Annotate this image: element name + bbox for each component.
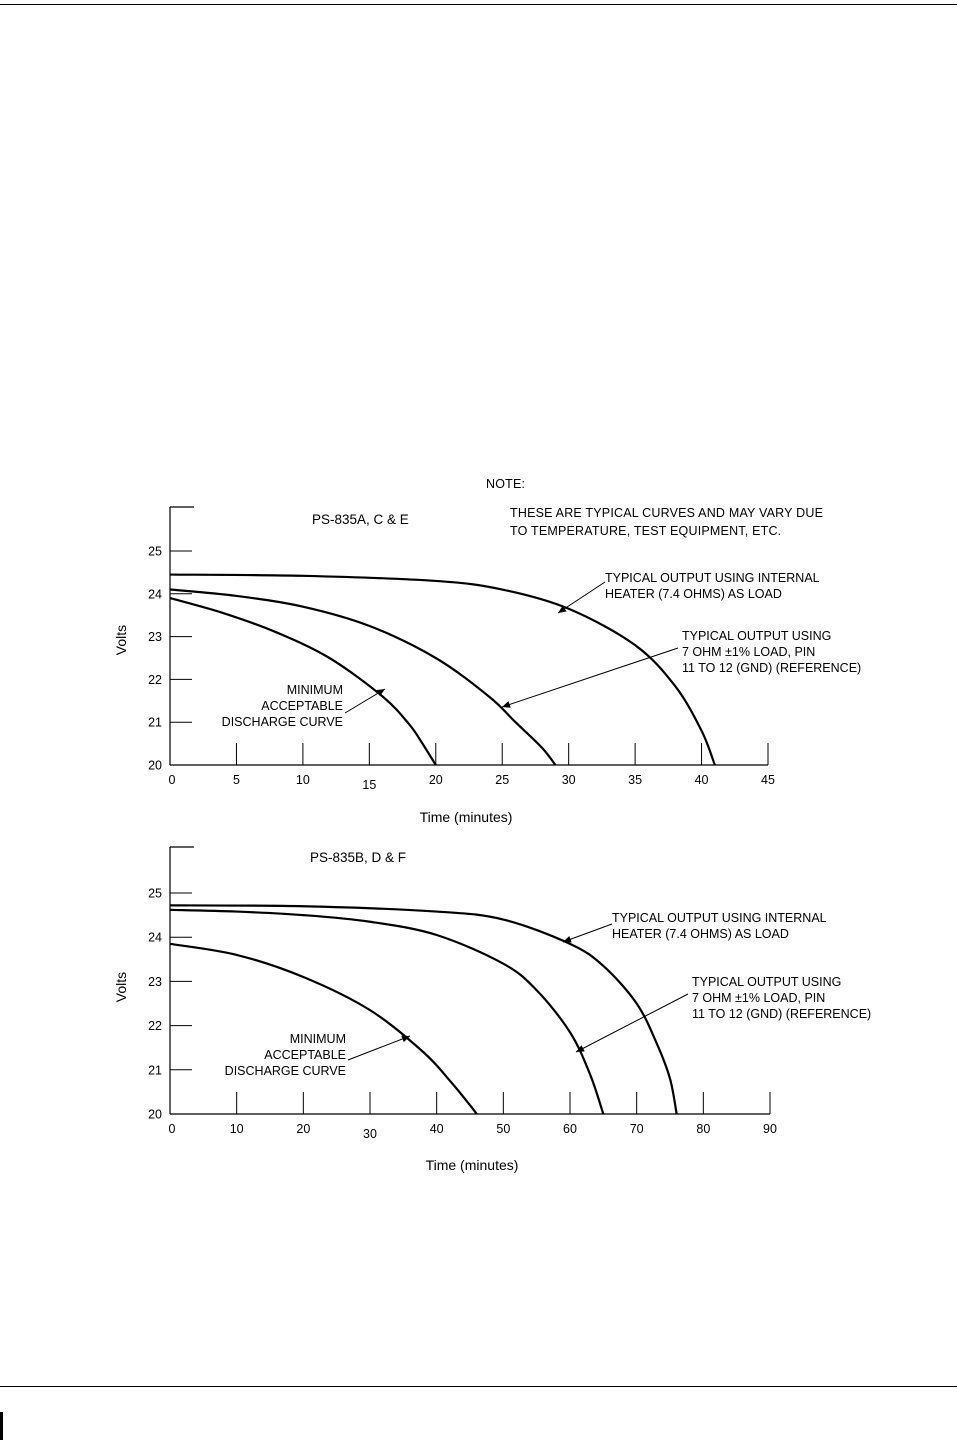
x-tick-label: 45 — [761, 773, 775, 787]
minimum-curve-annotation-leader — [348, 1036, 410, 1060]
minimum-curve-annotation-line: MINIMUM — [286, 683, 343, 697]
x-tick-label: 40 — [694, 773, 709, 787]
x-tick-label: 10 — [229, 1122, 244, 1136]
x-tick-label: 20 — [296, 1122, 311, 1136]
note-heading: NOTE: — [486, 477, 526, 491]
internal-heater-annotation-arrowhead — [563, 936, 572, 943]
seven-ohm-annotation-line: TYPICAL OUTPUT USING — [692, 975, 842, 989]
x-axis-label: Time (minutes) — [425, 1157, 519, 1173]
seven-ohm-annotation-line: 11 TO 12 (GND) (REFERENCE) — [682, 661, 862, 675]
x-tick-label: 10 — [295, 773, 310, 787]
x-tick-label: 5 — [232, 773, 240, 787]
minimum-curve-annotation-line: ACCEPTABLE — [261, 699, 343, 713]
x-tick-label: 40 — [429, 1122, 444, 1136]
x-tick-label: 30 — [363, 1127, 377, 1141]
y-tick-label: 25 — [148, 886, 162, 901]
x-tick-label: 70 — [629, 1122, 644, 1136]
x-tick-label: 50 — [496, 1122, 511, 1136]
x-tick-label: 0 — [168, 1122, 176, 1136]
minimum-curve-annotation-line: ACCEPTABLE — [264, 1048, 346, 1062]
note-line-1: THESE ARE TYPICAL CURVES AND MAY VARY DUE — [510, 506, 824, 520]
y-tick-label: 24 — [148, 587, 162, 602]
seven-ohm-load-curve — [170, 910, 603, 1114]
y-tick-label: 21 — [148, 1063, 162, 1078]
minimum-acceptable-curve — [170, 598, 436, 765]
internal-heater-annotation-line: HEATER (7.4 OHMS) AS LOAD — [605, 587, 782, 601]
internal-heater-annotation-leader — [558, 582, 605, 613]
minimum-curve-annotation-line: MINIMUM — [289, 1032, 346, 1046]
seven-ohm-annotation-line: 7 OHM ±1% LOAD, PIN — [682, 645, 816, 659]
y-tick-label: 24 — [148, 930, 162, 945]
x-tick-label: 60 — [563, 1122, 577, 1136]
seven-ohm-annotation-line: TYPICAL OUTPUT USING — [682, 629, 832, 643]
y-tick-label: 25 — [148, 544, 162, 559]
internal-heater-annotation-line: TYPICAL OUTPUT USING INTERNAL — [605, 571, 820, 585]
x-tick-label: 90 — [763, 1122, 777, 1136]
y-tick-label: 20 — [148, 758, 162, 773]
internal-heater-annotation-line: HEATER (7.4 OHMS) AS LOAD — [612, 927, 789, 941]
note-line-2: TO TEMPERATURE, TEST EQUIPMENT, ETC. — [510, 524, 782, 538]
y-tick-label: 21 — [148, 715, 162, 730]
minimum-curve-annotation-line: DISCHARGE CURVE — [221, 715, 343, 729]
y-tick-label: 22 — [148, 1019, 162, 1034]
y-tick-label: 23 — [148, 630, 162, 645]
y-tick-label: 22 — [148, 672, 162, 687]
x-axis-label: Time (minutes) — [419, 809, 513, 825]
seven-ohm-annotation-leader — [502, 648, 678, 707]
minimum-acceptable-curve — [170, 944, 477, 1114]
x-tick-label: 25 — [495, 773, 510, 787]
seven-ohm-annotation-arrowhead — [502, 701, 511, 708]
internal-heater-curve — [170, 905, 677, 1114]
y-tick-label: 20 — [148, 1107, 162, 1122]
y-axis-label: Volts — [113, 971, 129, 1003]
internal-heater-annotation-line: TYPICAL OUTPUT USING INTERNAL — [612, 911, 827, 925]
y-axis-label: Volts — [113, 624, 129, 656]
minimum-curve-annotation-line: DISCHARGE CURVE — [224, 1064, 346, 1078]
chart-title: PS-835A, C & E — [312, 512, 409, 527]
internal-heater-curve — [170, 575, 715, 765]
chart-title: PS-835B, D & F — [310, 850, 407, 865]
seven-ohm-annotation-line: 11 TO 12 (GND) (REFERENCE) — [692, 1007, 872, 1021]
x-tick-label: 0 — [168, 773, 176, 787]
x-tick-label: 15 — [362, 778, 377, 792]
seven-ohm-annotation-line: 7 OHM ±1% LOAD, PIN — [692, 991, 826, 1005]
x-tick-label: 80 — [696, 1122, 711, 1136]
seven-ohm-load-curve — [170, 590, 555, 765]
x-tick-label: 20 — [428, 773, 443, 787]
x-tick-label: 35 — [628, 773, 643, 787]
x-tick-label: 30 — [561, 773, 576, 787]
y-tick-label: 23 — [148, 974, 162, 989]
seven-ohm-annotation-leader — [576, 994, 688, 1052]
